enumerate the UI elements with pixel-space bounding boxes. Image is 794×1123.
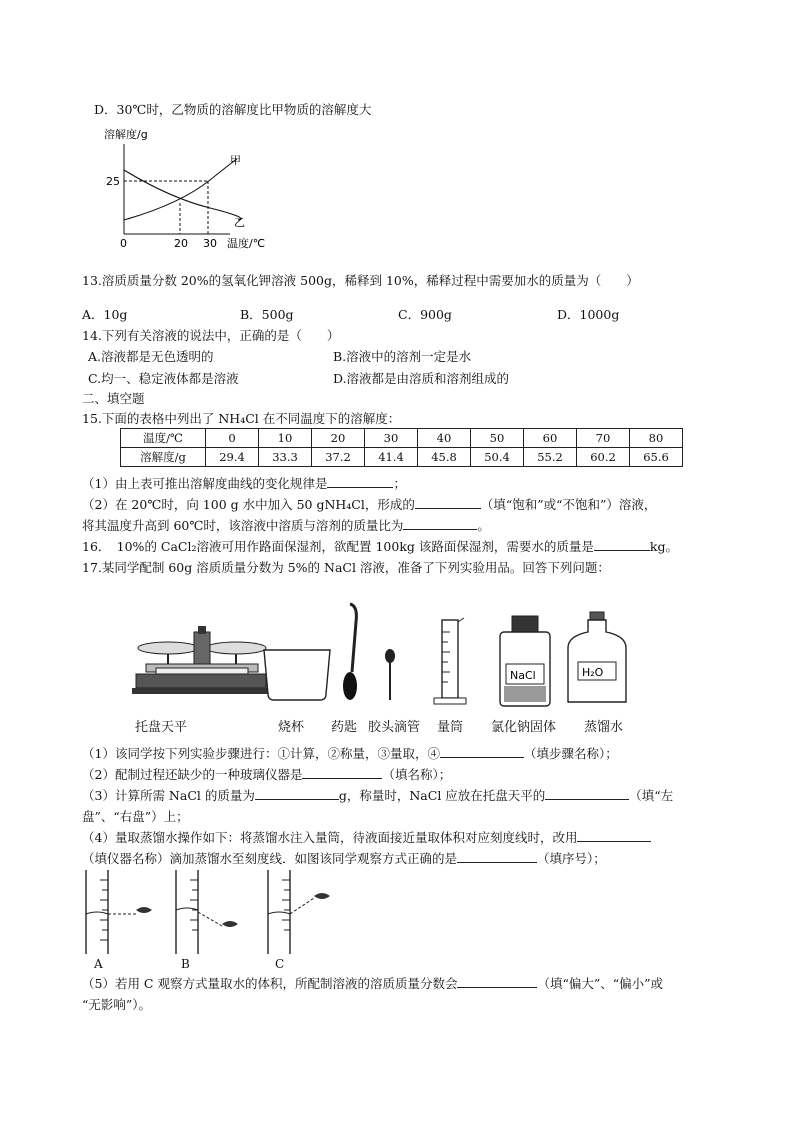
q15-part1-end: ； [393,476,406,491]
table-cell: 0 [206,429,259,448]
table-cell: 10 [259,429,312,448]
q15-part1 [82,474,406,492]
answer-blank[interactable] [255,787,339,800]
table-cell: 80 [630,429,683,448]
table-head-temp: 温度/℃ [121,429,206,448]
q17-part3-cont: 盘”、“右盘”）上； [82,809,189,824]
table-cell: 65.6 [630,448,683,467]
table-cell: 41.4 [365,448,418,467]
graph-label-yi: 乙 [234,216,245,229]
equipment-label: 量筒 [437,720,464,735]
q13-option-b: B．500g [240,307,294,322]
observation-b-diagram [176,870,238,954]
graph-ytick-25: 25 [106,175,120,188]
q15-part2-cont [82,516,490,534]
table-cell: 20 [312,429,365,448]
nacl-label: NaCl [510,669,536,682]
table-cell: 45.8 [418,448,471,467]
q17-part4-cont [82,849,606,867]
table-cell: 55.2 [524,448,577,467]
table-head-solubility: 溶解度/g [121,448,206,467]
q17-part5-text: （5）若用 C 观察方式量取水的体积，所配制溶液的溶质质量分数会 [82,976,458,991]
table-cell: 60.2 [577,448,630,467]
answer-blank[interactable] [457,975,537,988]
q17-part4-hint: （填序号）； [537,851,606,866]
q17-part4-text: （4）量取蒸馏水操作如下：将蒸馏水注入量筒，待液面接近量取体积对应刻度线时，改用 [82,830,578,845]
answer-blank[interactable] [403,517,477,530]
answer-blank[interactable] [594,538,650,551]
balance-icon [132,626,270,694]
q12-option-d: D．30℃时，乙物质的溶解度比甲物质的溶解度大 [94,102,372,117]
table-row [121,448,683,467]
q17-stem: 17.某同学配制 60g 溶质质量分数为 5%的 NaCl 溶液，准备了下列实验用品。回答下列问题： [82,560,610,575]
equipment-label: 氯化钠固体 [491,720,557,735]
graduated-cylinder-icon [434,618,466,704]
table-cell: 50.4 [471,448,524,467]
q15-part2-end: 。 [477,518,490,533]
q17-part2-hint: （填名称）； [382,767,452,782]
table-cell: 30 [365,429,418,448]
reading-observation-diagrams [82,870,342,956]
table-cell: 70 [577,429,630,448]
graph-xlabel: 温度/℃ [227,237,266,250]
graph-xtick-20: 20 [174,237,188,250]
q16 [82,537,678,555]
q13-option-c: C．900g [398,307,452,322]
solubility-table [120,428,683,467]
option-label-b: B [181,957,190,971]
q14-option-d: D.溶液都是由溶质和溶剂组成的 [333,371,510,386]
graph-label-jia: 甲 [230,154,241,167]
equipment-label: 烧杯 [278,720,305,735]
answer-blank[interactable] [327,475,393,488]
q17-part5-cont: “无影响”）。 [82,997,152,1012]
dropper-icon [385,649,395,700]
table-cell: 29.4 [206,448,259,467]
answer-blank[interactable] [545,787,629,800]
q17-part4-cont-text: （填仪器名称）滴加蒸馏水至刻度线．如图该同学观察方式正确的是 [82,851,458,866]
q17-part5-hint: （填“偏大”、“偏小”或 [537,976,664,991]
table-cell: 33.3 [259,448,312,467]
table-cell: 40 [418,429,471,448]
solubility-graph [100,126,280,252]
equipment-label: 托盘天平 [135,720,188,735]
table-cell: 60 [524,429,577,448]
q15-part2 [82,495,656,513]
q15-part1-text: （1）由上表可推出溶解度曲线的变化规律是 [82,476,328,491]
graph-xtick-0: 0 [120,237,127,250]
q14-stem: 14.下列有关溶液的说法中，正确的是（ ） [82,328,340,343]
q17-part1-hint: （填步骤名称）； [523,746,618,761]
q17-part5 [82,974,663,992]
observation-c-diagram [268,870,330,954]
table-row [121,429,683,448]
beaker-icon [264,650,330,700]
curve-yi [124,170,241,220]
q13-option-d: D．1000g [557,307,620,322]
q15-part2-hint: （填“饱和”或“不饱和”）溶液， [480,497,657,512]
spoon-icon [343,604,357,700]
q15-stem: 15.下面的表格中列出了 NH₄Cl 在不同温度下的溶解度： [82,411,401,426]
section-heading: 二、填空题 [82,391,145,406]
water-bottle-icon [568,612,626,702]
q13-stem: 13.溶质质量分数 20%的氢氧化钾溶液 500g，稀释到 10%，稀释过程中需要加水的质量为（ ） [82,273,639,288]
equipment-label: 胶头滴管 [368,720,421,735]
option-label-a: A [94,957,103,971]
table-cell: 50 [471,429,524,448]
answer-blank[interactable] [577,829,651,842]
answer-blank[interactable] [302,766,382,779]
q17-part2 [82,765,451,783]
answer-blank[interactable] [415,496,481,509]
q17-part3 [82,786,673,804]
equipment-illustration [128,602,648,712]
q14-option-a: A.溶液都是无色透明的 [88,349,214,364]
table-cell: 37.2 [312,448,365,467]
q17-part3-text2: g，称量时，NaCl 应放在托盘天平的 [338,788,546,803]
option-label-c: C [275,957,285,971]
q14-option-c: C.均一、稳定液体都是溶液 [88,371,239,386]
q14-option-b: B.溶液中的溶剂一定是水 [333,349,472,364]
q16-text: 16． 10%的 CaCl₂溶液可用作路面保湿剂，欲配置 100kg 该路面保湿剂，需要水的质量是 [82,539,594,554]
graph-ylabel: 溶解度/g [104,128,148,141]
q15-part2-text: （2）在 20℃时，向 100 g 水中加入 50 gNH₄Cl，形成的 [82,497,415,512]
q17-part3-hint: （填“左 [629,788,674,803]
q17-part4 [82,828,651,846]
q13-option-a: A．10g [82,307,128,322]
observation-a-diagram [86,870,152,954]
answer-blank[interactable] [457,850,537,863]
graph-xtick-30: 30 [203,237,217,250]
q17-part1 [82,744,618,762]
answer-blank[interactable] [440,745,524,758]
equipment-label: 药匙 [331,720,358,735]
q17-part3-text: （3）计算所需 NaCl 的质量为 [82,788,255,803]
q17-part1-text: （1）该同学按下列实验步骤进行：①计算，②称量，③量取，④ [82,746,440,761]
nacl-jar-icon [500,616,550,706]
q16-unit: kg。 [649,539,678,554]
h2o-label: H₂O [582,666,604,679]
equipment-label: 蒸馏水 [584,720,624,735]
q17-part2-text: （2）配制过程还缺少的一种玻璃仪器是 [82,767,303,782]
q15-part2-cont-text: 将其温度升高到 60℃时，该溶液中溶质与溶剂的质量比为 [82,518,404,533]
